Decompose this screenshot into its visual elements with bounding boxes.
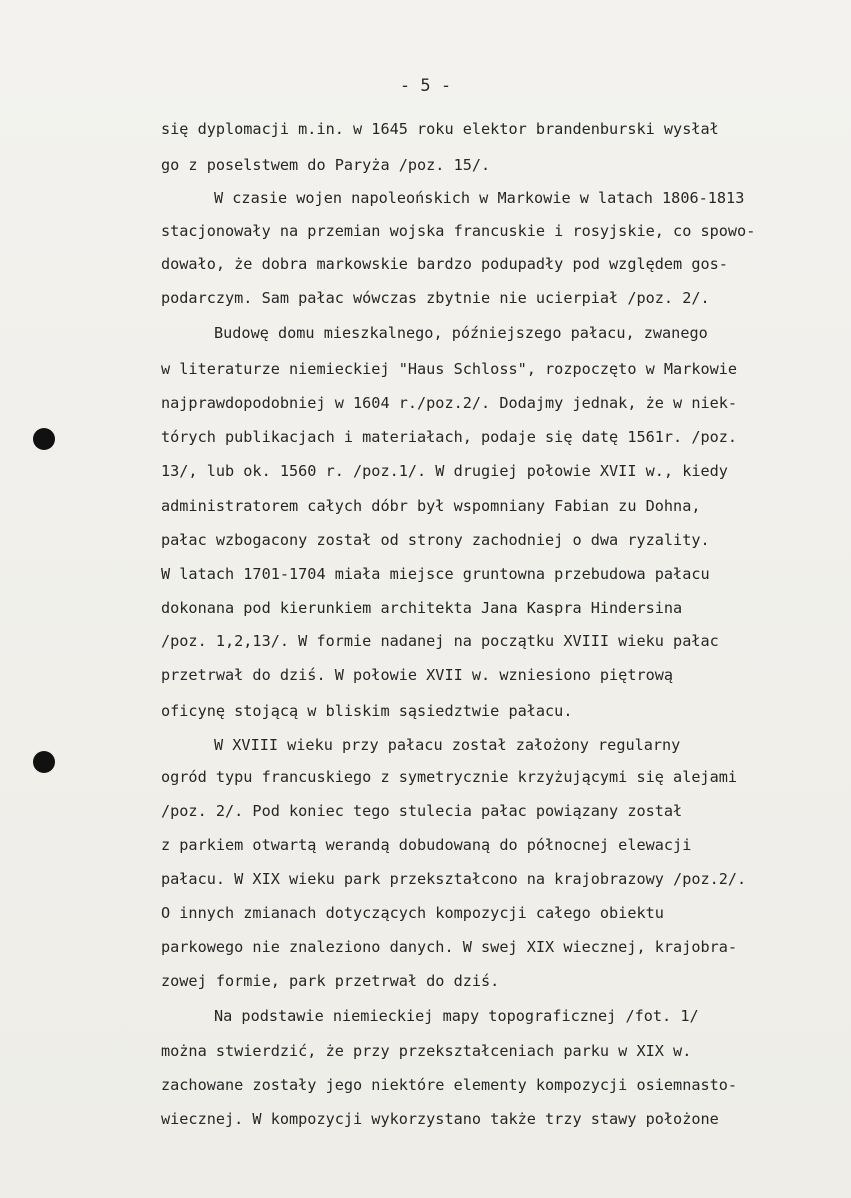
text-line: pałac wzbogacony został od strony zachodniej o dwa ryzality. [161, 531, 710, 549]
text-line: wiecznej. W kompozycji wykorzystano także trzy stawy położone [161, 1110, 719, 1128]
text-line: pałacu. W XIX wieku park przekształcono na krajobrazowy /poz.2/. [161, 870, 747, 888]
text-line: parkowego nie znaleziono danych. W swej XIX wiecznej, krajobra- [161, 938, 738, 956]
text-line: go z poselstwem do Paryża /poz. 15/. [161, 156, 491, 174]
text-line: W XVIII wieku przy pałacu został założony regularny [214, 736, 681, 754]
text-line: O innych zmianach dotyczących kompozycji całego obiektu [161, 904, 664, 922]
text-line: Budowę domu mieszkalnego, późniejszego pałacu, zwanego [214, 324, 708, 342]
punch-hole-bottom [33, 751, 55, 773]
punch-hole-top [33, 428, 55, 450]
text-line: tórych publikacjach i materiałach, podaje się datę 1561r. /poz. [161, 428, 738, 446]
text-line: /poz. 1,2,13/. W formie nadanej na początku XVIII wieku pałac [161, 632, 719, 650]
text-line: oficynę stojącą w bliskim sąsiedztwie pałacu. [161, 702, 573, 720]
text-line: W latach 1701-1704 miała miejsce gruntowna przebudowa pałacu [161, 565, 710, 583]
text-line: przetrwał do dziś. W połowie XVII w. wzniesiono piętrową [161, 666, 674, 684]
text-line: 13/, lub ok. 1560 r. /poz.1/. W drugiej połowie XVII w., kiedy [161, 462, 728, 480]
text-line: stacjonowały na przemian wojska francuskie i rosyjskie, co spowo- [161, 222, 756, 240]
text-line: w literaturze niemieckiej "Haus Schloss", rozpoczęto w Markowie [161, 360, 738, 378]
text-line: z parkiem otwartą werandą dobudowaną do północnej elewacji [161, 836, 692, 854]
text-line: zowej formie, park przetrwał do dziś. [161, 972, 500, 990]
page-number: - 5 - [399, 76, 452, 96]
text-line: zachowane zostały jego niektóre elementy kompozycji osiemnasto- [161, 1076, 738, 1094]
text-line: podarczym. Sam pałac wówczas zbytnie nie ucierpiał /poz. 2/. [161, 289, 710, 307]
text-line: dowało, że dobra markowskie bardzo podupadły pod względem gos- [161, 255, 728, 273]
text-line: /poz. 2/. Pod koniec tego stulecia pałac powiązany został [161, 802, 683, 820]
text-line: można stwierdzić, że przy przekształceniach parku w XIX w. [161, 1042, 692, 1060]
text-line: ogród typu francuskiego z symetrycznie krzyżującymi się alejami [161, 768, 738, 786]
text-line: się dyplomacji m.in. w 1645 roku elektor brandenburski wysłał [161, 120, 719, 138]
text-line: W czasie wojen napoleońskich w Markowie w latach 1806-1813 [214, 189, 745, 207]
text-line: najprawdopodobniej w 1604 r./poz.2/. Dodajmy jednak, że w niek- [161, 394, 738, 412]
text-line: Na podstawie niemieckiej mapy topograficznej /fot. 1/ [214, 1007, 699, 1025]
text-line: administratorem całych dóbr był wspomniany Fabian zu Dohna, [161, 497, 701, 515]
text-line: dokonana pod kierunkiem architekta Jana Kaspra Hindersina [161, 599, 683, 617]
